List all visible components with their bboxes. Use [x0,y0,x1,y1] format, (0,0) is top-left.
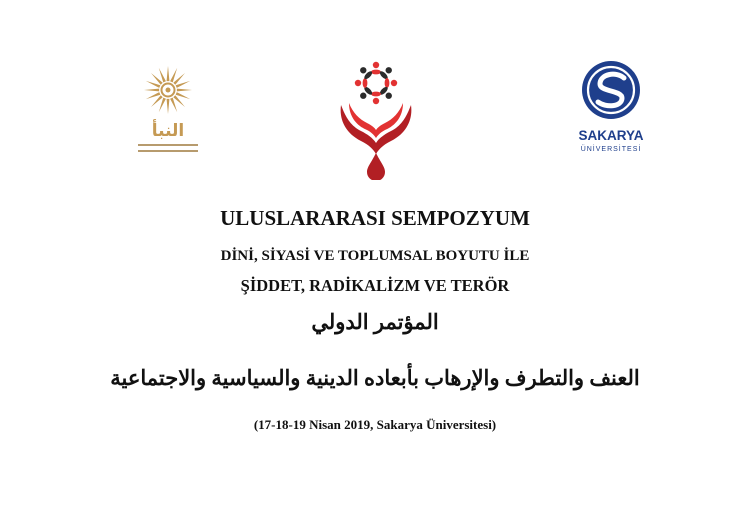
subtitle-line-2: ŞİDDET, RADİKALİZM VE TERÖR [240,276,510,295]
emblem-icon [327,55,425,180]
arabic-subtitle: العنف والتطرف والإرهاب بأبعاده الدينية والسياسية والاجتماعية [110,366,640,390]
sakarya-globe-icon [566,58,656,158]
an-naba-logo [128,60,208,165]
sakarya-wordmark: SAKARYA [578,128,644,143]
sunburst-icon [128,60,208,165]
symposium-title: ULUSLARARASI SEMPOZYUM [220,206,530,230]
symposium-dates: (17-18-19 Nisan 2019, Sakarya Üniversitesi) [253,417,497,432]
sakarya-university-logo [566,58,656,158]
universitesi-wordmark: ÜNİVERSİTESİ [580,146,642,153]
arabic-title: المؤتمر الدولي [311,310,439,334]
an-naba-wordmark: النبأ [151,121,185,141]
symposium-emblem [327,55,425,180]
subtitle-line-1: DİNİ, SİYASİ VE TOPLUMSAL BOYUTU İLE [220,248,530,264]
